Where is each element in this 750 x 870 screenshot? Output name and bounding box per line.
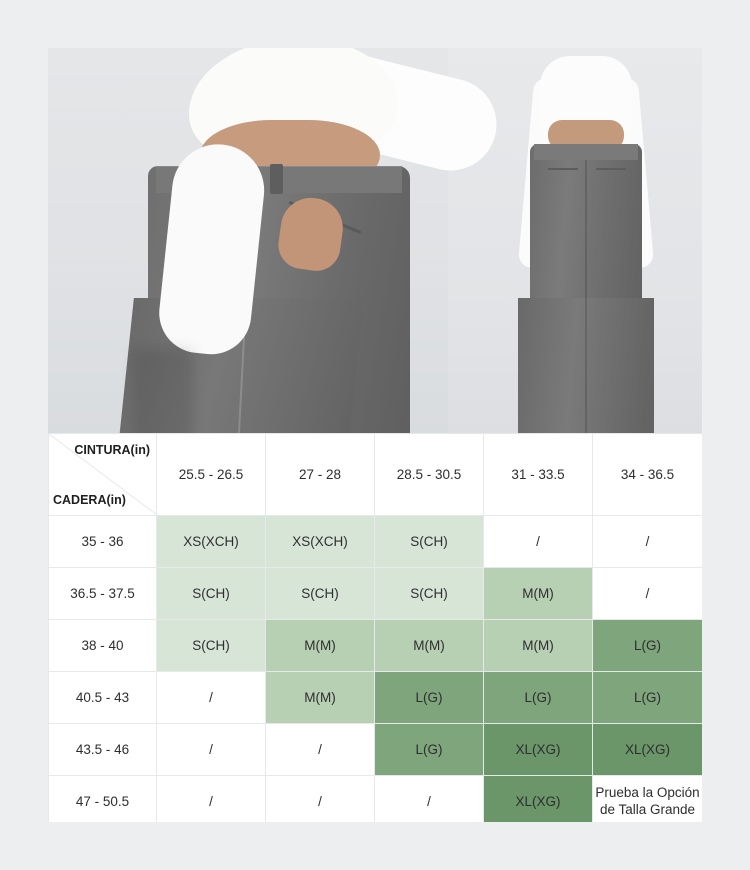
size-chart-card [48,48,702,822]
table-row [49,516,703,568]
column-header: 34 - 36.5 [593,434,703,516]
size-cell: L(G) [484,672,593,724]
waist-axis-label: CINTURA(in) [74,443,150,457]
size-cell: XL(XG) [484,776,593,823]
model-back-right-pocket [596,168,626,170]
plus-size-note-cell: Prueba la Opción de Talla Grande [593,776,703,823]
size-cell: S(CH) [157,620,266,672]
model-back-left-pocket [548,168,578,170]
row-header: 47 - 50.5 [49,776,157,823]
size-cell: L(G) [593,620,703,672]
table-row [49,672,703,724]
axis-labels-cell [49,434,157,516]
size-cell: / [157,724,266,776]
model-back-center-seam [585,160,587,433]
size-chart-table [48,433,702,822]
product-photo [48,48,702,433]
size-cell: M(M) [484,620,593,672]
size-cell: S(CH) [266,568,375,620]
size-cell: L(G) [375,672,484,724]
size-cell: XS(XCH) [266,516,375,568]
table-row [49,776,703,823]
size-cell: XL(XG) [593,724,703,776]
size-cell: M(M) [266,620,375,672]
size-cell: S(CH) [375,568,484,620]
column-header: 28.5 - 30.5 [375,434,484,516]
size-cell: M(M) [484,568,593,620]
size-cell: / [157,672,266,724]
size-cell: / [266,724,375,776]
size-cell: / [266,776,375,823]
hip-axis-label: CADERA(in) [53,493,126,507]
row-header: 36.5 - 37.5 [49,568,157,620]
column-header: 31 - 33.5 [484,434,593,516]
size-cell: / [593,568,703,620]
model-front-belt-loop [270,164,283,194]
model-back-waistband [534,144,638,160]
size-cell: S(CH) [375,516,484,568]
table-header-row [49,434,703,516]
row-header: 35 - 36 [49,516,157,568]
size-cell: S(CH) [157,568,266,620]
size-cell: / [593,516,703,568]
size-cell: L(G) [593,672,703,724]
model-front-shadow [133,348,193,433]
size-cell: XS(XCH) [157,516,266,568]
size-cell: / [157,776,266,823]
size-cell: M(M) [375,620,484,672]
row-header: 38 - 40 [49,620,157,672]
table-row [49,724,703,776]
size-cell: XL(XG) [484,724,593,776]
column-header: 25.5 - 26.5 [157,434,266,516]
row-header: 40.5 - 43 [49,672,157,724]
size-cell: / [484,516,593,568]
table-row [49,620,703,672]
size-cell: L(G) [375,724,484,776]
table-row [49,568,703,620]
row-header: 43.5 - 46 [49,724,157,776]
column-header: 27 - 28 [266,434,375,516]
table-body [49,516,703,823]
size-cell: M(M) [266,672,375,724]
size-cell: / [375,776,484,823]
